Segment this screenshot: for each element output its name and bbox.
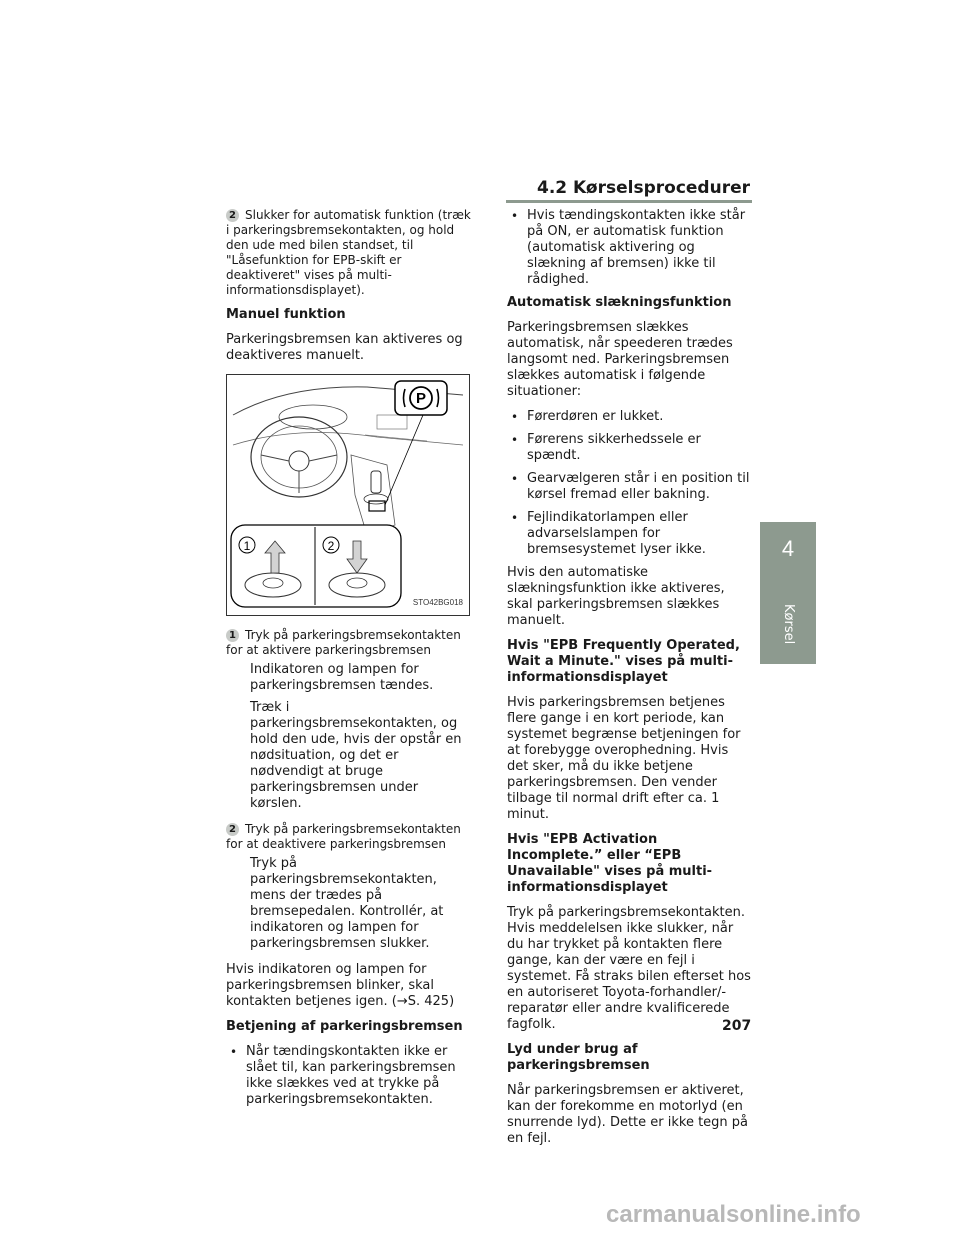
blink-text: Hvis indikatoren og lampen for parkeringsbremsen blinker, skal kontakten betjenes igen. (→S. 425) (226, 962, 455, 1009)
step-1-heading-text: Tryk på parkeringsbremsekontakten for at aktivere parkeringsbremsen (226, 628, 461, 657)
frequent-operation-heading: Hvis "EPB Frequently Operated, Wait a Minute." vises på multi-informationsdisplayet (507, 638, 740, 685)
auto-release-bullet: • Førerens sikkerhedssele er spændt. (507, 432, 753, 464)
p-symbol-text: P (415, 390, 427, 407)
step-number-badge: 1 (226, 629, 239, 642)
figure-illustration (227, 375, 469, 615)
left-column (226, 208, 472, 1115)
watermark: carmanualsonline.info (606, 1201, 861, 1228)
intro-step (226, 208, 472, 298)
auto-release-bullet: • Fejlindikatorlampen eller advarselslampen for bremsesystemet lyser ikke. (507, 510, 753, 558)
auto-release-heading: Automatisk slækningsfunktion (507, 295, 732, 310)
operation-heading: Betjening af parkeringsbremsen (226, 1019, 463, 1034)
operation-bullet-1: • Når tændingskontakten ikke er slået til, kan parkeringsbremsen ikke slækkes ved at trykke på parkeringsbremsekontakten. (226, 1044, 472, 1108)
auto-release-bullet: • Førerdøren er lukket. (507, 409, 753, 425)
step-number-badge: 2 (226, 823, 239, 836)
right-column (507, 208, 753, 1156)
callout-1: 1 (243, 539, 251, 553)
frequent-operation-text: Hvis parkeringsbremsen betjenes flere gange i en kort periode, kan systemet begrænse betjeningen for at forebygge overophedning. Hvis det sker, må du ikke betjene parkeringsbremsen. Den vender tilbage til normal drift efter ca. 1 minut. (507, 695, 741, 822)
manual-text: Parkeringsbremsen kan aktiveres og deaktiveres manuelt. (226, 332, 463, 363)
auto-fail-text: Hvis den automatiske slækningsfunktion ikke aktiveres, skal parkeringsbremsen slækkes manuelt. (507, 565, 725, 628)
chapter-tab (760, 522, 816, 664)
step-1-paragraph-1: Indikatoren og lampen for parkeringsbremsen tændes. (250, 662, 434, 693)
auto-release-text: Parkeringsbremsen slækkes automatisk, når speederen trædes langsomt ned. Parkeringsbremsen slækkes automatisk i følgende situationer: (507, 320, 733, 399)
header-rule (506, 200, 752, 203)
activation-incomplete-heading: Hvis "EPB Activation Incomplete.” eller “EPB Unavailable" vises på multi-informationsdisplayet (507, 832, 713, 895)
step-number-badge: 2 (226, 209, 239, 222)
intro-text: Slukker for automatisk funktion (træk i parkeringsbremsekontakten, og hold den ude med bilen standset, til "Låsefunktion for EPB-skift er deaktiveret" vises på multi-informationsdisplayet). (226, 208, 471, 297)
sound-heading: Lyd under brug af parkeringsbremsen (507, 1042, 650, 1073)
chapter-number: 4 (781, 536, 795, 561)
manual-heading: Manuel funktion (226, 307, 346, 322)
figure-code: STO42BG018 (412, 598, 463, 607)
step-1-heading (226, 628, 472, 658)
step-1-paragraph-2: Træk i parkeringsbremsekontakten, og hold den ude, hvis der opstår en nødsituation, og det er nødvendigt at bruge parkeringsbremsen under kørslen. (250, 700, 462, 811)
step-2-heading (226, 822, 472, 852)
auto-release-bullet: • Gearvælgeren står i en position til kørsel fremad eller bakning. (507, 471, 753, 503)
activation-incomplete-text: Tryk på parkeringsbremsekontakten. Hvis meddelelsen ikke slukker, når du har trykket på kontakten flere gange, kan der være en fejl i systemet. Få straks bilen efterset hos en autoriseret Toyota-forhandler/-reparatør eller andre kvalificerede fagfolk. (507, 905, 751, 1032)
parking-brake-figure (226, 374, 470, 616)
operation-bullet-2: • Hvis tændingskontakten ikke står på ON, er automatisk funktion (automatisk aktivering og slækning af bremsen) ikke til rådighed. (507, 208, 753, 288)
section-title: 4.2 Kørselsprocedurer (537, 178, 750, 198)
callout-2: 2 (327, 539, 335, 553)
sound-text: Når parkeringsbremsen er aktiveret, kan der forekomme en motorlyd (en snurrende lyd). Dette er ikke tegn på en fejl. (507, 1083, 749, 1146)
step-2-heading-text: Tryk på parkeringsbremsekontakten for at deaktivere parkeringsbremsen (226, 822, 461, 851)
step-2-paragraph-1: Tryk på parkeringsbremsekontakten, mens der trædes på bremsepedalen. Kontrollér, at indikatoren og lampen for parkeringsbremsen slukker. (250, 856, 444, 951)
page-number: 207 (722, 1018, 752, 1034)
chapter-label: Kørsel (781, 604, 796, 645)
